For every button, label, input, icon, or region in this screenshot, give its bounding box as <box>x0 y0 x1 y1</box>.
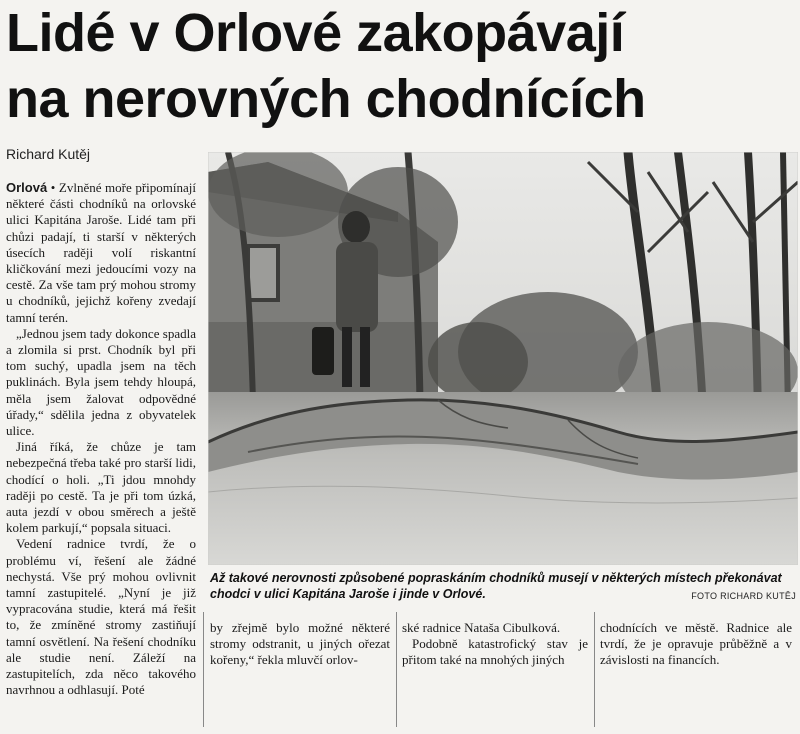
article-column-1 <box>6 180 196 699</box>
paragraph-2: „Jednou jsem tady dokonce spadla a zlomila si prst. Chodník byl při tom suchý, upadla jsem na těch puklinách. Byla jsem tehdy hloupá, měla jsem žalovat odpovědné úřady,“ sdělila jedna z obyvatelek ulice. <box>6 325 196 439</box>
photo-caption: Až takové nerovnosti způsobené popraskáním chodníků musejí v některých místech překonávat chodci v ulici Kapitána Jaroše i jinde v Orlové. <box>210 571 782 601</box>
column-divider <box>203 612 204 727</box>
paragraph-4: Vedení radnice tvrdí, že o problému ví, řešení ale žádné nechystá. Vše prý mohou ovlivnit tamní zastupitelé. „Nyní je již vypracována studie, která má řešit to, že zmíněné stromy zastiňují tamní osvětlení. Na řešení chodníku ale studie není. Záleží na zastupitelích, zda něco takového navrhnou a odhlasují. Poté <box>6 536 196 698</box>
headline-line-1: Lidé v Orlové zakopávají <box>6 3 625 63</box>
paragraph-8: chodnících ve městě. Radnice ale tvrdí, že je opravuje průběžně a v závislosti na financích. <box>600 620 792 668</box>
paragraph-1-text: Zvlněné moře připomínají některé části chodníků na orlovské ulici Kapitána Jaroše. Lidé tam při chůzi padají, ti starší v některých úsecích raději volí riskantní kličkování mezi jedoucími vozy na cestě. Za vše tam prý mohou stromy u chodníků, jejichž kořeny zvedají tamní terén. <box>6 180 196 325</box>
paragraph-6: ské radnice Nataša Cibulková. <box>402 620 561 635</box>
sidewalk-photo-illustration <box>208 152 798 565</box>
photo-credit: FOTO RICHARD KUTĚJ <box>691 591 796 601</box>
article-column-2 <box>210 620 390 669</box>
sidewalk-photo <box>208 152 798 565</box>
headline <box>6 0 796 132</box>
dateline: Orlová <box>6 180 48 195</box>
paragraph-1: Orlová • Zvlněné moře připomínají některé části chodníků na orlovské ulici Kapitána Jaroše. Lidé tam při chůzi padají, ti starší v některých úsecích raději volí riskantní kličkování mezi jedoucími vozy na cestě. Za vše tam prý mohou stromy u chodníků, jejichž kořeny zvedají tamní terén. <box>6 180 196 325</box>
column-divider <box>396 612 397 727</box>
article-column-3 <box>402 620 588 669</box>
headline-line-2: na nerovných chodnících <box>6 69 646 129</box>
article-column-4 <box>600 620 792 669</box>
byline: Richard Kutěj <box>6 146 91 162</box>
column-divider <box>594 612 595 727</box>
paragraph-7: Podobně katastrofický stav je přitom také na mnohých jiných <box>402 636 588 668</box>
paragraph-5: by zřejmě bylo možné některé stromy odstranit, u jiných ořezat kořeny,“ řekla mluvčí orlov- <box>210 620 390 668</box>
paragraph-3: Jiná říká, že chůze je tam nebezpečná třeba také pro starší lidi, chodící o holi. „Ti jdou mnohdy raději po cestě. Ta je při tom úzká, auta jezdí v obou směrech a ještě kolem parkují,“ popsala situaci. <box>6 439 196 536</box>
